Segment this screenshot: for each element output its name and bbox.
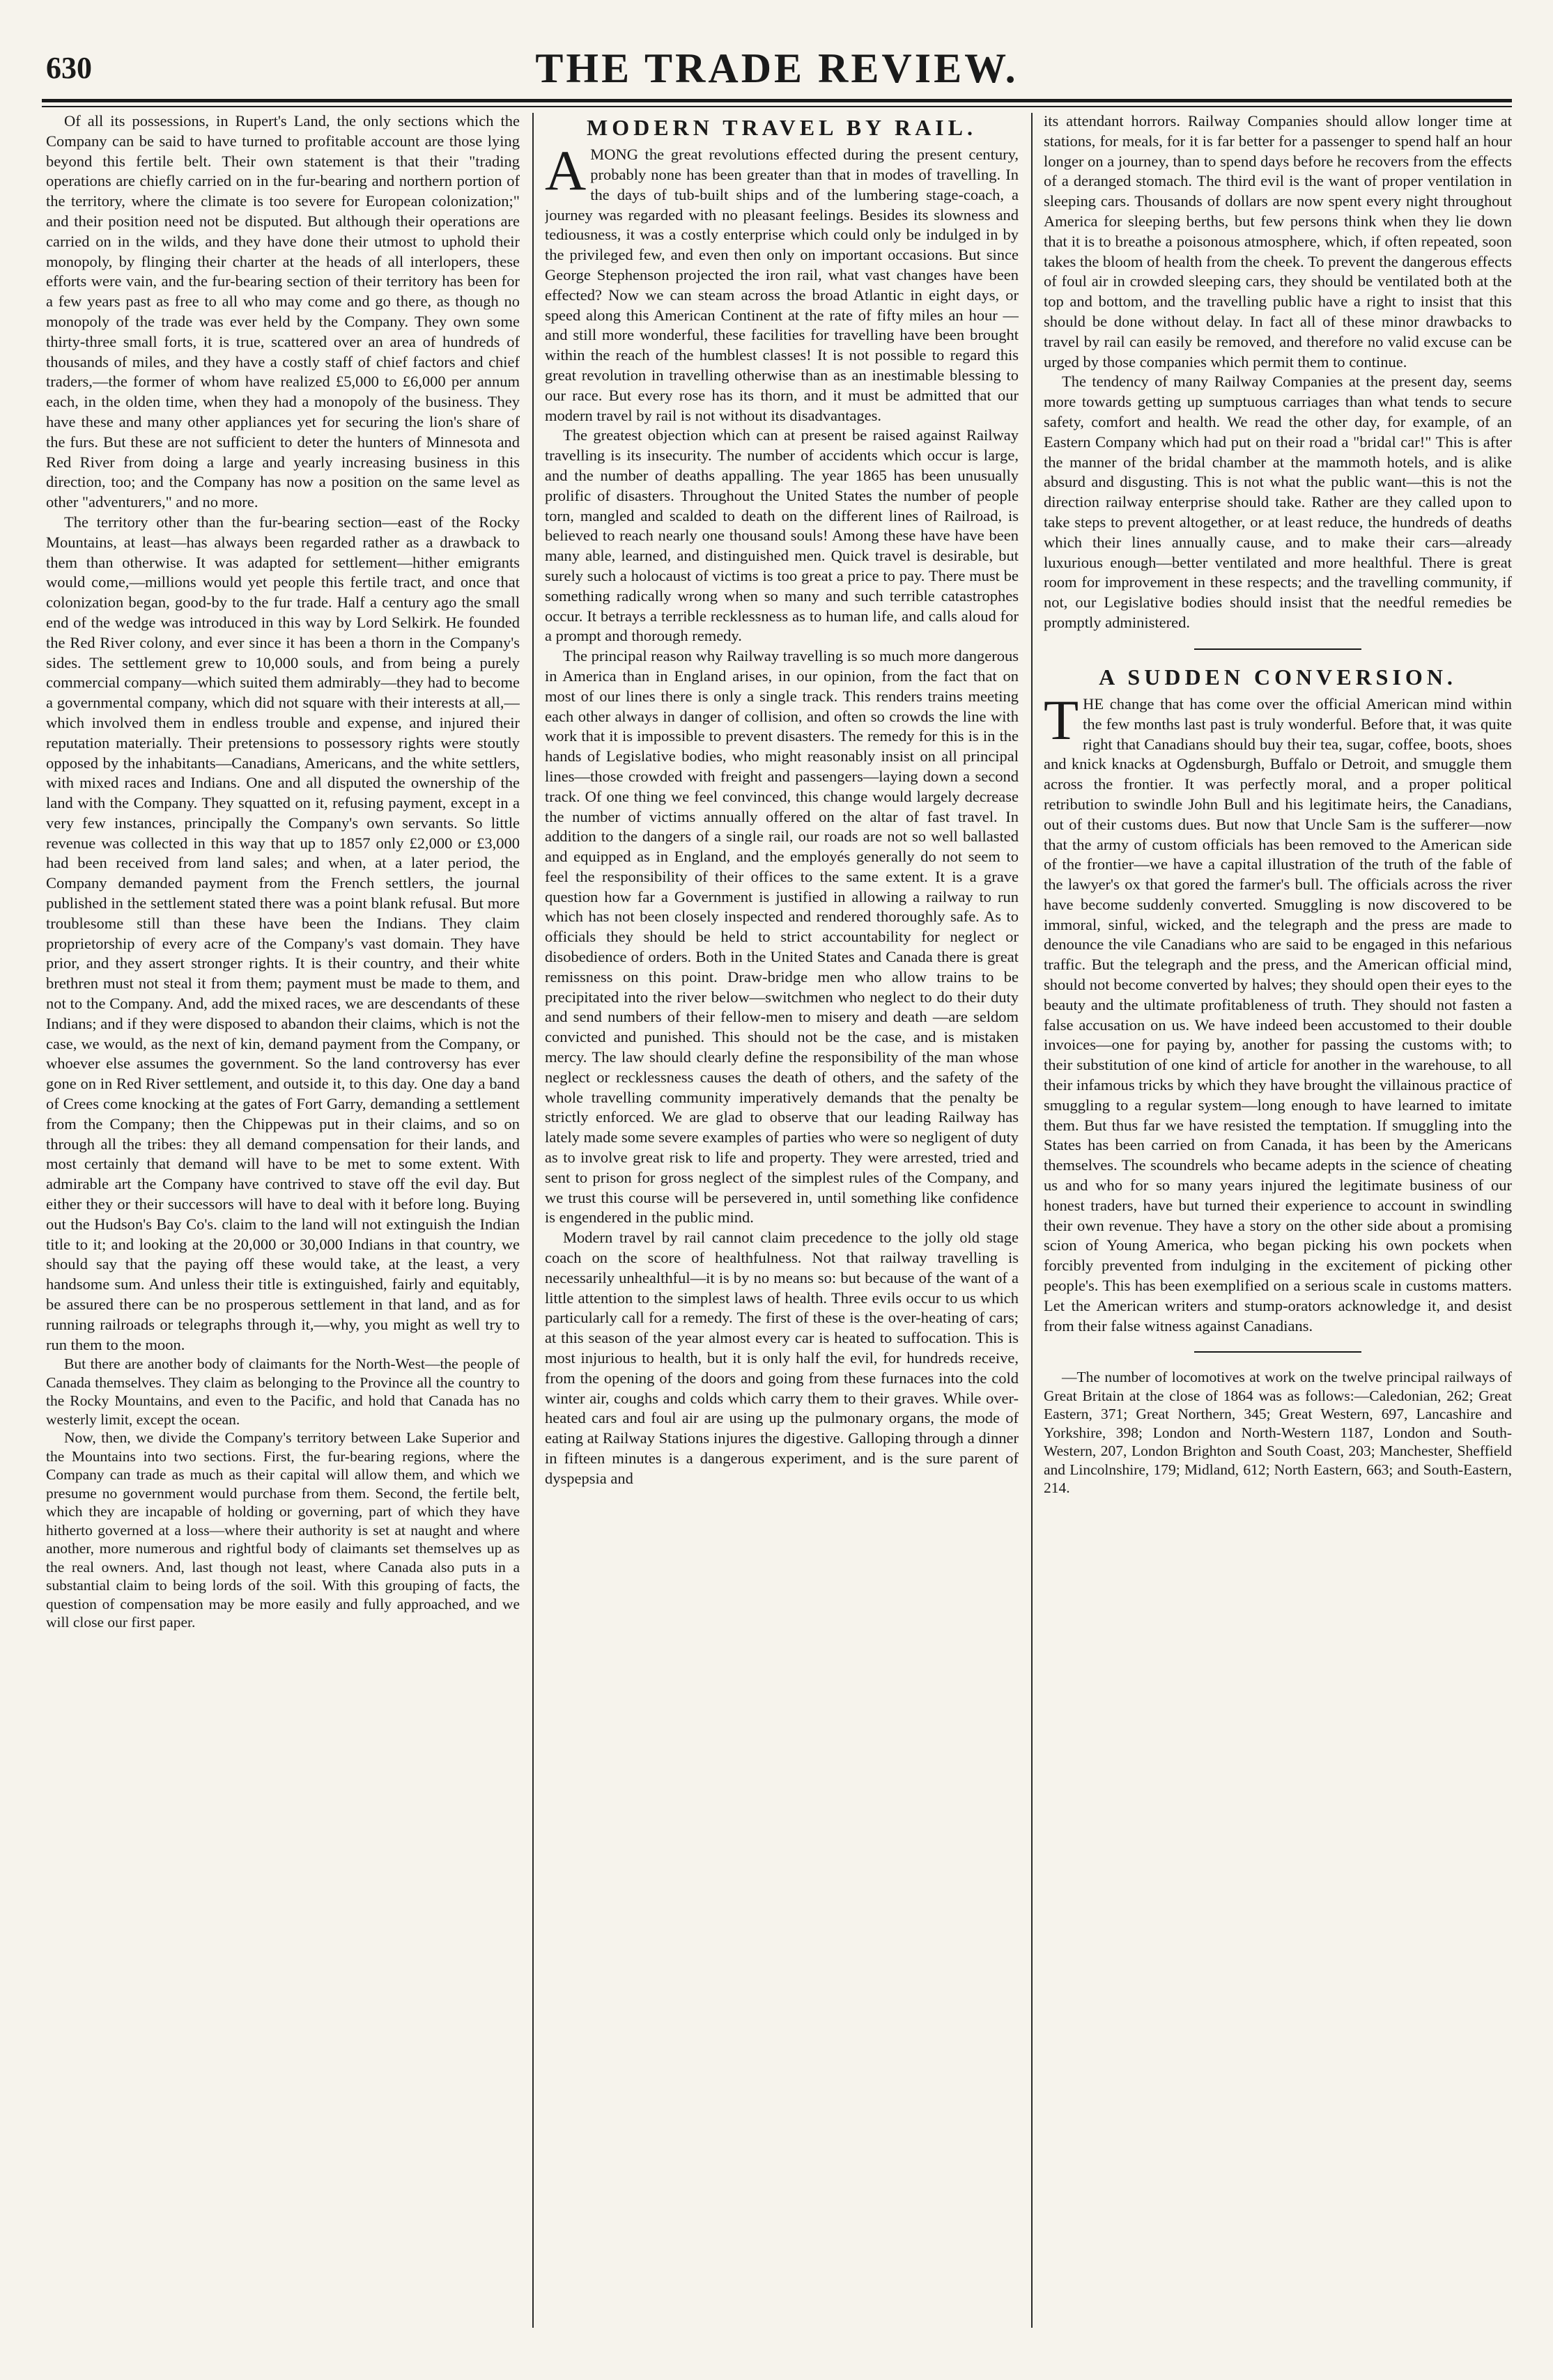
locomotives-note: —The number of locomotives at work on the twelve principal railways of Great Britain at the close of 1864 was as follows:—Caledonian, 262; Great Eastern, 371; Great Northern, 345; Great Western, 697, Lancashire and Yorkshire, 398; London and North-Western 1187, London and South-Western, 207, London Brighton and South Coast, 203; Manchester, Sheffield and Lincolnshire, 179; Midland, 612; North Eastern, 663; and South-Eastern, 214. bbox=[1044, 1369, 1512, 1497]
article-title-sudden-conversion: A SUDDEN CONVERSION. bbox=[1099, 664, 1457, 690]
col2-paragraph: Modern travel by rail cannot claim precedence to the jolly old stage coach on the score of healthfulness. Not that railway travelling is necessarily unhealthful—it is by no means so: but because of the want of a little attention to the simplest laws of health. Three evils occur to us which particularly call for a remedy. The first of these is the over-heating of cars; at this season of the year almost every car is heated to suffocation. This is most injurious to health, but it is only half the evil, for hundreds receive, from the opening of the doors and going from these furnaces into the cold winter air, coughs and colds which carry them to their graves. While over-heated cars and foul air are using up the pulmonary organs, the mode of eating at Railway Stations injures the digestive. Galloping through a dinner in fifteen minutes is a dangerous experiment, and is the sure parent of dyspepsia and bbox=[545, 1229, 1019, 1487]
col3-paragraph: its attendant horrors. Railway Companies should allow longer time at stations, for meals, for it is far better for a passenger to spend half an hour longer on a journey, than to spend days before he recovers from the effects of a deranged stomach. The third evil is the want of proper ventilation in sleeping cars. Thousands of dollars are now spent every night throughout America for sleeping berths, but few persons think when they lie down that it is to breathe a poisonous atmosphere, which, if often repeated, soon takes the bloom of health from the cheek. To prevent the dangerous effects of foul air in crowded sleeping cars, they should be ventilated both at the top and bottom, and the travelling public have a right to insist that this should be done without delay. In fact all of these minor drawbacks to travel by rail can easily be removed, and therefore no valid excuse can be urged by those companies which permit them to continue. bbox=[1044, 112, 1512, 371]
section-rule bbox=[1194, 1351, 1361, 1353]
col1-paragraph: Now, then, we divide the Company's territory between Lake Superior and the Mountains into two sections. First, the fur-bearing regions, where the Company can trade as much as their capital will allow them, and which we presume no government would purchase from them. Second, the fertile belt, which they are incapable of holding or governing, part of which they have hitherto governed at a loss—where their authority is set at naught and where another, more numerous and rightful body of claimants set themselves up as the real owners. And, last though not least, where Canada also puts in a substantial claim to being lords of the soil. With this grouping of facts, the question of compensation may be more easily and fully approached, and we will close our first paper. bbox=[46, 1429, 520, 1631]
column-3 bbox=[1044, 111, 1512, 2340]
col2-lead-text: MONG the great revolutions effected during the present century, probably none has been greater than that in modes of travelling. In the days of tub-built ships and of the lumbering stage-coach, a journey was regarded with no pleasant feelings. Besides its slowness and tediousness, it was a costly enterprise which could only be indulged in by the privileged few, and even then only on important occasions. But since George Stephenson projected the iron rail, what vast changes have been effected? Now we can steam across the broad Atlantic in eight days, or speed along this American Continent at the rate of fifty miles an hour —and still more wonderful, these facilities for travelling have been brought within the reach of the humblest classes! It is not possible to regard this great revolution in travelling otherwise than as an inestimable blessing to our race. But every rose has its thorn, and it must be admitted that our modern travel by rail is not without its disadvantages. bbox=[545, 146, 1019, 424]
section-rule bbox=[1194, 648, 1361, 650]
column-2 bbox=[545, 111, 1019, 2340]
column-divider-2 bbox=[1031, 113, 1033, 2328]
col3-paragraph-lead bbox=[1044, 687, 1512, 1337]
page-number: 630 bbox=[46, 51, 92, 85]
col2-paragraph-lead bbox=[545, 139, 1019, 426]
column-1 bbox=[46, 111, 520, 2340]
col2-paragraph: The greatest objection which can at present be raised against Railway travelling is its insecurity. The number of accidents which occur is large, and the number of deaths appalling. The year 1865 has been unusually prolific of disasters. Throughout the United States the number of people torn, mangled and scalded to death on the different lines of Railroad, is believed to reach nearly one thousand souls! Among these have have been many able, learned, and distinguished men. Quick travel is desirable, but surely such a holocaust of victims is too great a price to pay. There must be something radically wrong when so many and such terrible catastrophes occur. It betrays a terrible recklessness as to human life, and calls aloud for a prompt and thorough remedy. bbox=[545, 426, 1019, 645]
dropcap-a: A bbox=[545, 139, 587, 203]
masthead-rule-thick bbox=[42, 99, 1512, 102]
col3-paragraph: The tendency of many Railway Companies at the present day, seems more towards getting up sumptuous carriages than what tends to secure safety, comfort and health. We read the other day, for example, of an Eastern Company which had put on their road a "bridal car!" This is after the manner of the bridal chamber at the mammoth hotels, and is alike absurd and disgusting. This is not what the public want—this is not the direction railway enterprise should take. Rather are they called upon to take steps to prevent altogether, or at least reduce, the hundreds of deaths which their lines annually cause, and to make their cars—already luxurious enough—better ventilated and more healthful. There is great room for improvement in these respects; and the travelling community, if not, our Legislative bodies should insist that the needful remedies be promptly administered. bbox=[1044, 373, 1512, 631]
article-title-modern-travel: MODERN TRAVEL BY RAIL. bbox=[587, 115, 977, 140]
dropcap-t: T bbox=[1044, 687, 1079, 752]
column-divider-1 bbox=[532, 113, 534, 2328]
col3-lead-text: HE change that has come over the official American mind within the few months last past is truly wonderful. Before that, it was quite right that Canadians should buy their tea, sugar, coffee, boots, shoes and knick knacks at Ogdensburgh, Buffalo or Detroit, and smuggle them across the frontier. It was perfectly moral, and a proper political retribution to swindle John Bull and his legitimate heirs, the Canadians, out of their customs dues. But now that Uncle Sam is the sufferer—now that the army of custom officials has been removed to the American side of the frontier—we have a capital illustration of the truth of the fable of the lawyer's ox that gored the farmer's bull. The officials across the river have become suddenly converted. Smuggling is now discovered to be immoral, sinful, wicked, and the telegraph and the press are made to denounce the vile Canadians who are said to be engaged in this nefarious traffic. But the telegraph and the press, and the American official mind, should not become converted by halves; they should open their eyes to the beauty and the ultimate profitableness of truth. They should not fasten a false accusation on us. We have indeed been accustomed to their double invoices—one for paying by, another for passing the customs with; to their substitution of one kind of article for another in the warehouse, to all their infamous tricks by which they have brought the villainous practice of smuggling to a regular system—long enough to have learned to imitate them. But thus far we have resisted the temptation. If smuggling into the States has been carried on from Canada, it has been by the Americans themselves. The scoundrels who became adepts in the science of cheating us and who for so many years injured the legitimate business of our honest traders, have but turned their experience to account in swindling their own revenue. They have a story on the other side about a promising scion of Young America, who began picking his own pockets when forcibly prevented from indulging in the excitement of picking other people's. This has been exemplified on a serious scale in customs matters. Let the American writers and stump-orators acknowledge it, and desist from their false witness against Canadians. bbox=[1044, 694, 1512, 1335]
col1-paragraph: But there are another body of claimants for the North-West—the people of Canada themselves. They claim as belonging to the Province all the country to the Rocky Mountains, and even to the Pacific, and hold that Canada has no westerly limit, except the ocean. bbox=[46, 1355, 520, 1428]
col1-paragraph: Of all its possessions, in Rupert's Land, the only sections which the Company can be said to have turned to profitable account are those lying beyond this fertile belt. Their own statement is that their "trading operations are chiefly carried on in the fur-bearing and northern portion of the territory, where the climate is too severe for European colonization;" and their position need not be disputed. But although their operations are carried on in the wilds, and they have done their utmost to uphold their monopoly, by flinging their charter at the heads of all interlopers, these efforts were vain, and the fur-bearing section of their territory has been for a few years past as free to all who may come and go there, as though no monopoly of the trade was ever held by the Company. They own some thirty-three small forts, it is true, scattered over an area of hundreds of thousands of miles, and they have a costly staff of chief factors and chief traders,—the former of whom have realized £5,000 to £6,000 per annum each, in the olden time, when they had a monopoly of the business. They have these and many other appliances yet for securing the lion's share of the furs. But these are not sufficient to deter the hunters of Minnesota and Red River from doing a large and yearly increasing business in this direction, too; and the Company has now a position on the same level as other "adventurers," and no more. bbox=[46, 112, 520, 511]
masthead bbox=[42, 24, 1512, 100]
masthead-rule-thin bbox=[42, 106, 1512, 107]
journal-title: THE TRADE REVIEW. bbox=[535, 45, 1019, 91]
col2-paragraph: The principal reason why Railway travelling is so much more dangerous in America than in England arises, in our opinion, from the fact that on most of our lines there is only a single track. This renders trains meeting each other always in danger of collision, and often so crowds the line with work that it is impossible to prevent disasters. The remedy for this is in the hands of Legislative bodies, who might reasonably insist on all principal lines—those crowded with freight and passengers—laying down a second track. Of one thing we feel convinced, this change would largely decrease the number of victims annually offered on the altar of fast travel. In addition to the dangers of a single rail, our roads are not so well ballasted and equipped as in England, and the employés generally do not seem to feel the responsibility of their offices to the same extent. It is a grave question how far a Government is justified in allowing a railway to run which has not been closely inspected and rendered thoroughly safe. As to officials they should be held to strict accountability for neglect or disobedience of orders. Both in the United States and Canada there is great remissness on this point. Draw-bridge men who allow trains to be precipitated into the river below—switchmen who neglect to do their duty and send numbers of their fellow-men to misery and death —are seldom convicted and punished. This should not be the case, and is mistaken mercy. The law should clearly define the responsibility of the man whose neglect or recklessness causes the death of others, and the safety of the whole travelling community imperatively demands that the penalty be strictly enforced. We are glad to observe that our leading Railway has lately made some severe examples of parties who were so negligent of duty as to involve great risk to life and property. They were arrested, tried and sent to prison for gross neglect of the simplest rules of the Company, and we trust this course will be persevered in, until something like confidence is engendered in the public mind. bbox=[545, 647, 1019, 1227]
col1-paragraph: The territory other than the fur-bearing section—east of the Rocky Mountains, at least—has always been regarded rather as a drawback to them than otherwise. It was adapted for settlement—hither emigrants would come,—millions would yet people this fertile tract, and once that colonization began, good-by to the fur trade. Half a century ago the small end of the wedge was introduced in this way by Lord Selkirk. He founded the Red River colony, and ever since it has been a thorn in the Company's sides. The settlement grew to 10,000 souls, and from being a purely commercial company—which suited them admirably—they had to become a governmental company, which did not square with their interests at all,—which involved them in endless trouble and expense, and injured their reputation materially. Their pretensions to possessory rights were stoutly opposed by the inhabitants—Canadians, Americans, and the white settlers, with mixed races and Indians. One and all disputed the ownership of the land with the Company. They squatted on it, refusing payment, except in a very few instances, principally the Company's own servants. So little revenue was collected in this way that up to 1857 only £2,000 or £3,000 had been received from land sales; and when, at a later period, the Company demanded payment from the French settlers, the journal published in the settlement stated there was a point blank refusal. But more troublesome still than these have been the Indians. They claim proprietorship of every acre of the Company's vast domain. They have prior, and they assert stronger rights. It is their country, and their white brethren must not steal it from them; payment must be made to them, and not to the Company. And, add the mixed races, we are descendants of these Indians; and if they were disposed to abandon their claims, which is not the case, we would, as the next of kin, demand payment from the Company, or whoever else assumes the government. So the land controversy has ever gone on in Red River settlement, and outside it, to this day. One day a band of Crees come knocking at the gates of Fort Garry, demanding a settlement from the Company; then the Chippewas put in their claims, and so on through all the tribes: they all demand compensation for their lands, and most certainly that demand will have to be met to some extent. With admirable art the Company have contrived to stave off the evil day. But either they or their successors will have to deal with it before long. Buying out the Hudson's Bay Co's. claim to the land will not extinguish the Indian title to it; and looking at the 20,000 or 30,000 Indians in that country, we should say that the paying off these would take, at the least, a very handsome sum. And unless their title is extinguished, fairly and equitably, be assured there can be no prosperous settlement in that land, and as for running railroads or telegraphs through it,—why, you might as well try to run them to the moon. bbox=[46, 513, 520, 1353]
